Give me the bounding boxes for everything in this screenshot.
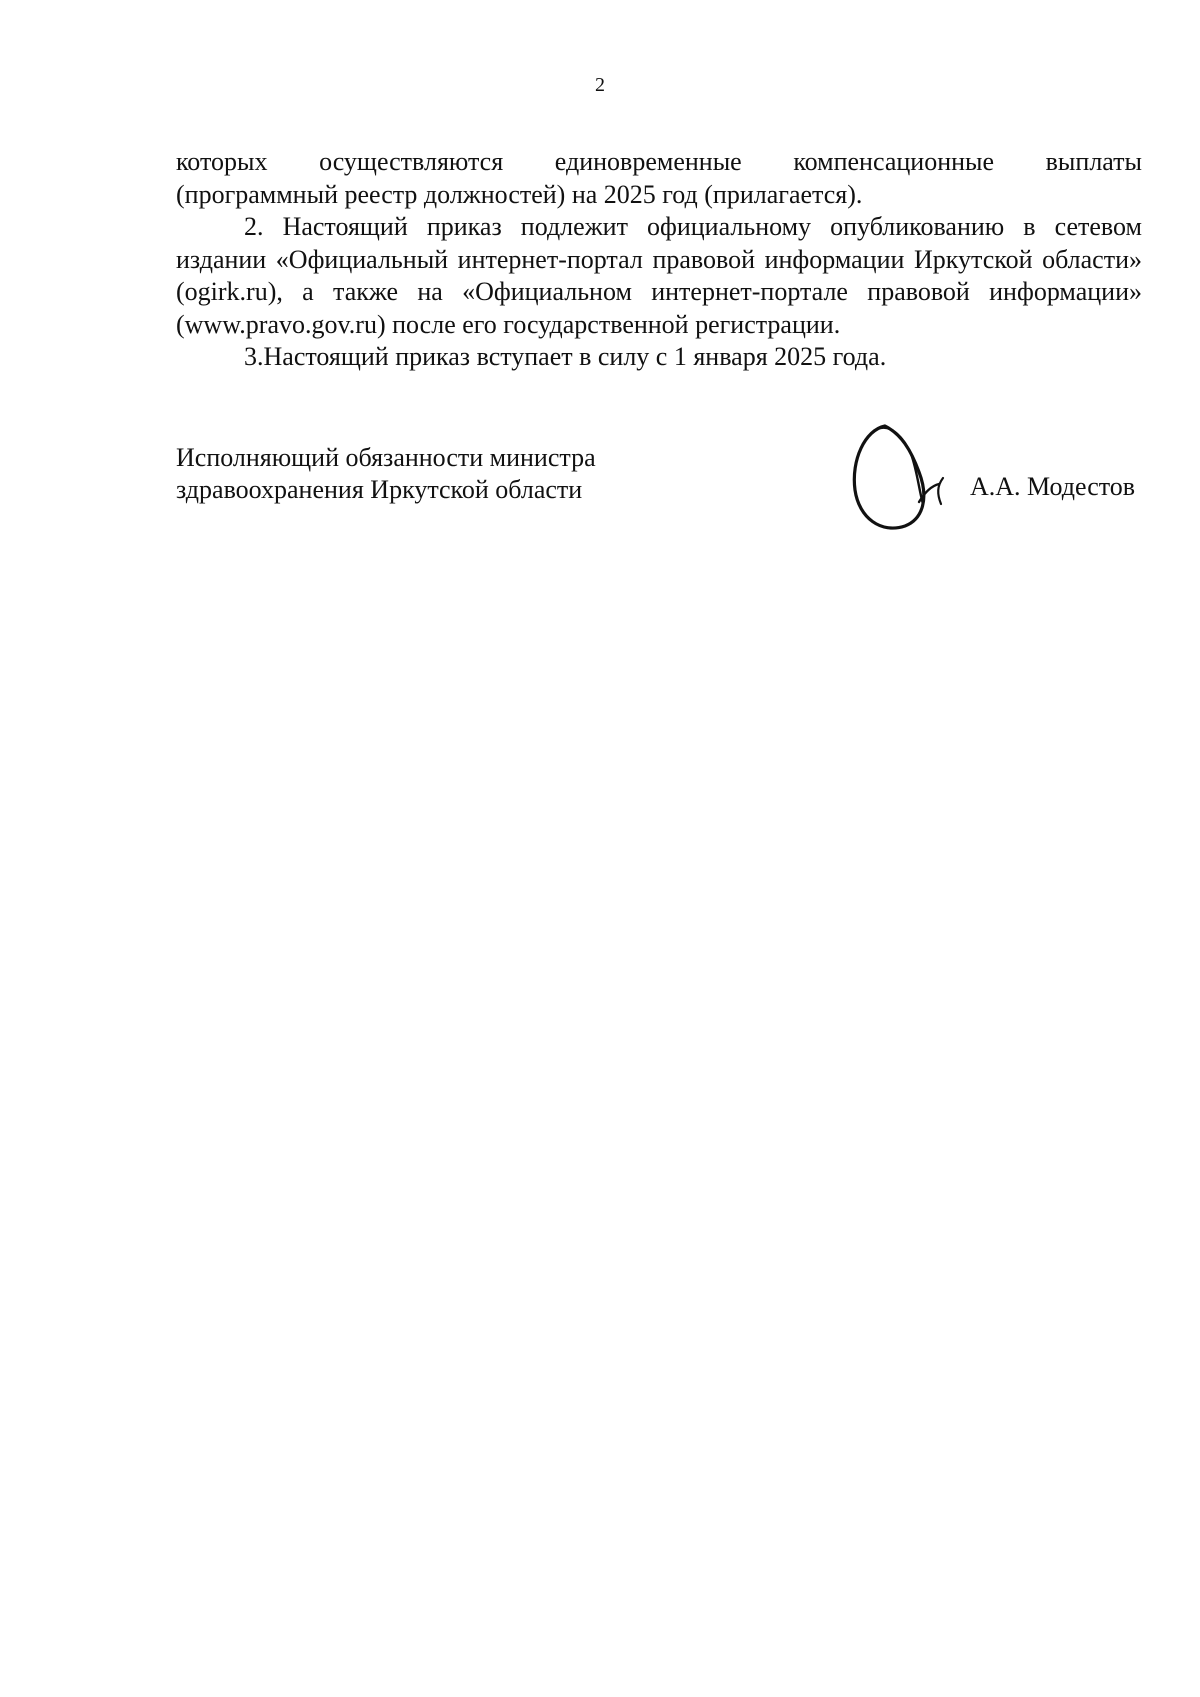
paragraph-1-line-2: (программный реестр должностей) на 2025 год (прилагается).	[176, 179, 863, 209]
page-number: 2	[595, 74, 605, 96]
signer-name: А.А. Модестов	[970, 472, 1136, 501]
paragraph-1-line-1: которых осуществляются единовременные компенсационные выплаты	[176, 147, 1142, 176]
signatory-position-line-2: здравоохранения Иркутской области	[176, 475, 583, 504]
paragraph-1	[176, 146, 1142, 211]
signatory-position	[176, 442, 596, 506]
signatory-position-line-1: Исполняющий обязанности министра	[176, 443, 596, 472]
paragraph-3: 3.Настоящий приказ вступает в силу с 1 января 2025 года.	[244, 342, 887, 371]
paragraph-2: 2. Настоящий приказ подлежит официальному опубликованию в сетевом издании «Официальный интернет-портал правовой информации Иркутской области» (ogirk.ru), а также на «Официальном интернет-портале правовой информации» (www.pravo.gov.ru) после его государственной регистрации.	[176, 212, 1142, 339]
handwritten-signature-icon	[845, 420, 955, 540]
document-body	[176, 146, 1142, 374]
